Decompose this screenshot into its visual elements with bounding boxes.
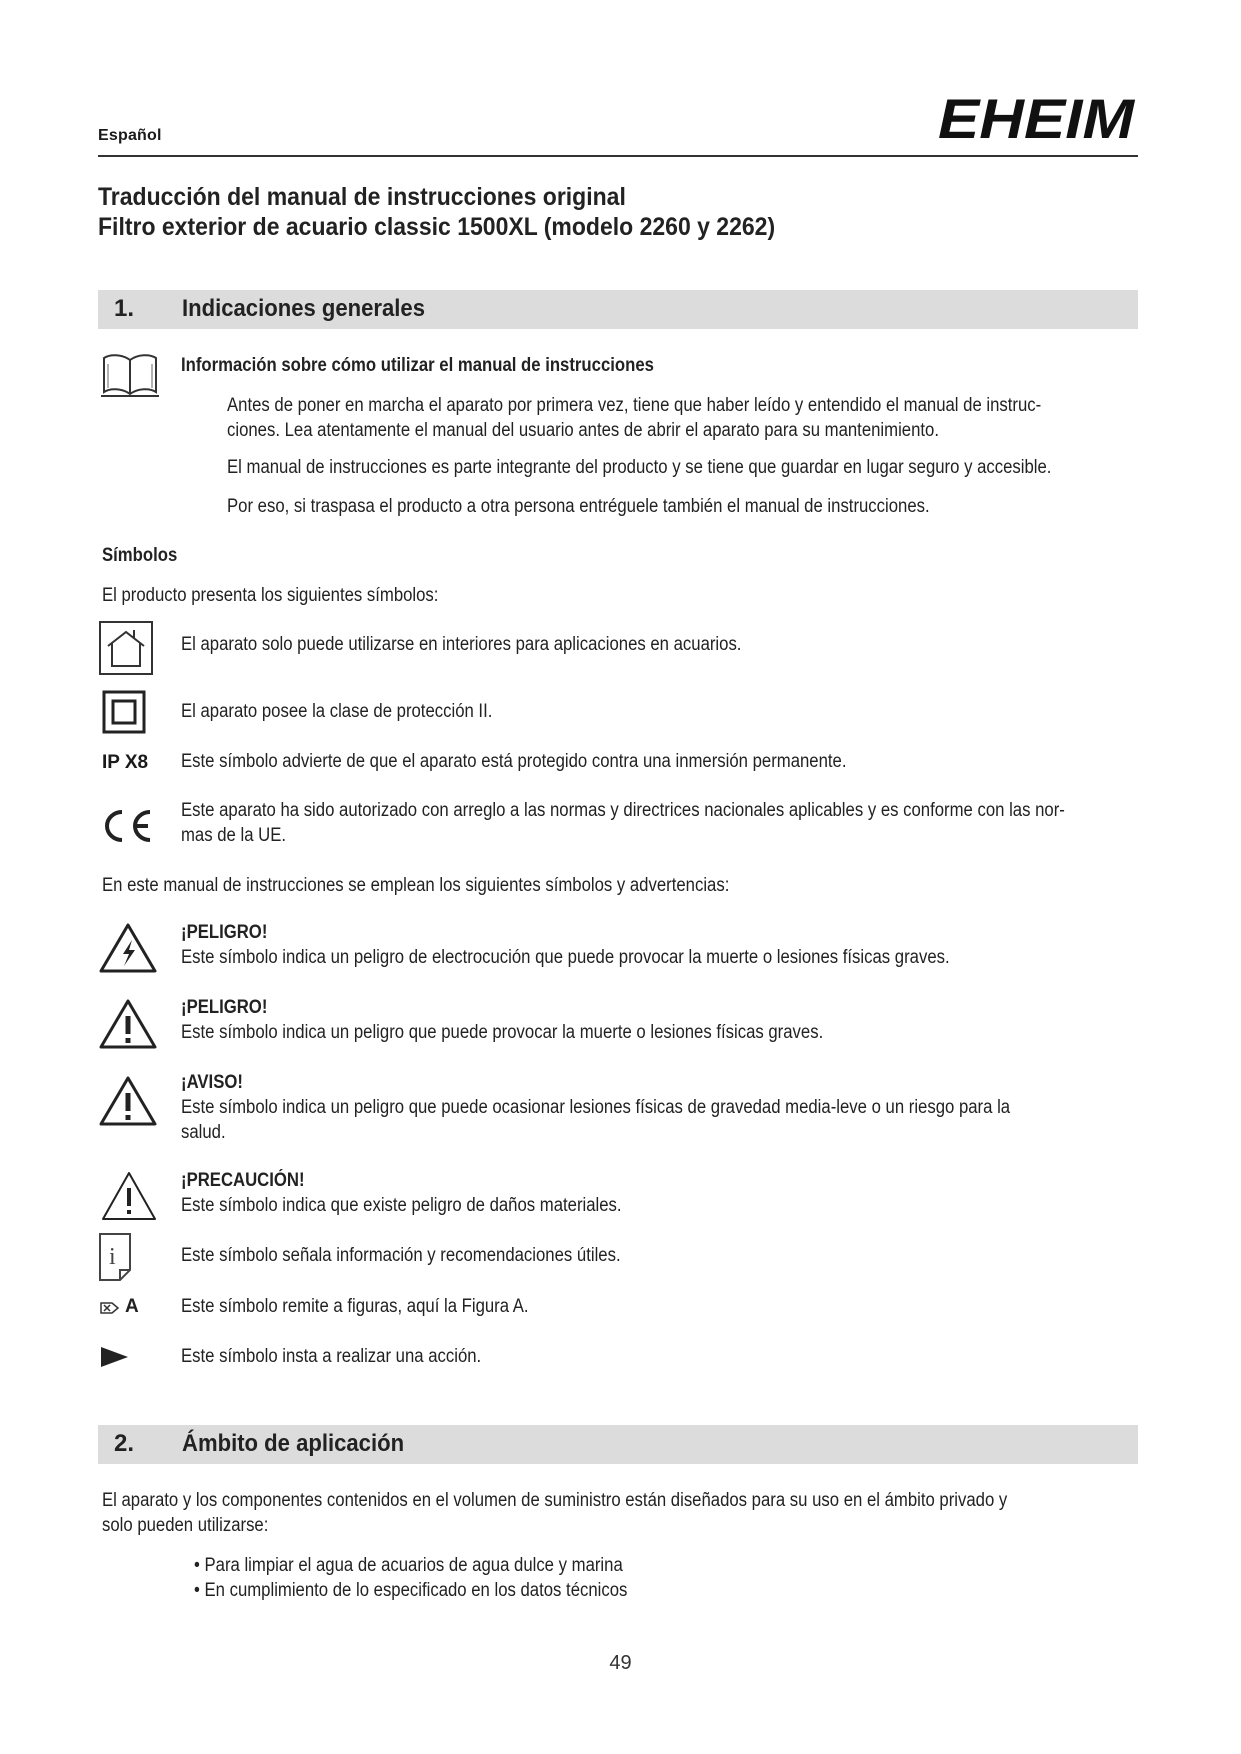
section-2-number: 2. [114, 1430, 135, 1457]
protection-class-ii-icon [102, 690, 146, 734]
section-1-number: 1. [114, 295, 135, 322]
title-line-1: Traducción del manual de instrucciones original [98, 183, 626, 211]
electric-hazard-text: Este símbolo indica un peligro de electrocución que puede provocar la muerte o lesiones físicas graves. [181, 947, 950, 968]
indoor-symbol-text: El aparato solo puede utilizarse en interiores para aplicaciones en acuarios. [181, 634, 742, 655]
ip-x8-label: IP X8 [102, 752, 149, 773]
info-paragraph-1-line-1: Antes de poner en marcha el aparato por primera vez, tiene que haber leído y entendido el manual de instruc- [227, 395, 1042, 416]
danger-icon [98, 998, 158, 1050]
figure-reference-icon [100, 1300, 120, 1316]
info-heading: Información sobre cómo utilizar el manual de instrucciones [181, 355, 654, 376]
electric-hazard-title: ¡PELIGRO! [181, 922, 268, 943]
section-2-intro [102, 1488, 1007, 1538]
info-paragraph-2: El manual de instrucciones es parte integrante del producto y se tiene que guardar en lugar seguro y accesible. [227, 457, 1052, 478]
manual-symbols-intro: En este manual de instrucciones se emplean los siguientes símbolos y advertencias: [102, 875, 730, 896]
electric-hazard-icon [98, 922, 158, 974]
symbols-intro: El producto presenta los siguientes símbolos: [102, 585, 439, 606]
info-paragraph-1-line-2: ciones. Lea atentamente el manual del usuario antes de abrir el aparato para su mantenimiento. [227, 420, 939, 441]
danger-text: Este símbolo indica un peligro que puede provocar la muerte o lesiones físicas graves. [181, 1022, 824, 1043]
header-divider [98, 155, 1138, 157]
warning-title: ¡AVISO! [181, 1072, 243, 1093]
brand-name: EHEIM [938, 90, 1136, 144]
title-line-2: Filtro exterior de acuario classic 1500XL (modelo 2260 y 2262) [98, 213, 776, 241]
symbols-heading: Símbolos [102, 545, 178, 566]
book-icon [100, 350, 160, 400]
figure-reference-label: A [125, 1296, 139, 1317]
section-2-intro-line-2: solo pueden utilizarse: [102, 1515, 269, 1536]
action-arrow-text: Este símbolo insta a realizar una acción. [181, 1346, 482, 1367]
warning-text-line-2: salud. [181, 1122, 226, 1143]
ce-mark-icon [100, 808, 154, 844]
eheim-logo [938, 90, 1138, 144]
section-2-header [98, 1425, 1138, 1464]
caution-text: Este símbolo indica que existe peligro de daños materiales. [181, 1195, 622, 1216]
section-1-title: Indicaciones generales [182, 295, 425, 322]
caution-icon [100, 1170, 158, 1222]
section-2-bullets [194, 1553, 627, 1603]
danger-title: ¡PELIGRO! [181, 997, 268, 1018]
section-2-intro-line-1: El aparato y los componentes contenidos en el volumen de suministro están diseñados para su uso en el ámbito privado y [102, 1490, 1008, 1511]
info-paragraph-1 [227, 393, 1041, 443]
ip-x8-text: Este símbolo advierte de que el aparato está protegido contra una inmersión permanente. [181, 751, 847, 772]
warning-icon [98, 1075, 158, 1127]
list-item: • Para limpiar el agua de acuarios de agua dulce y marina [194, 1555, 623, 1576]
action-arrow-icon [100, 1345, 130, 1369]
warning-text [181, 1095, 1010, 1145]
ce-mark-text [181, 798, 1065, 848]
list-item: • En cumplimiento de lo especificado en los datos técnicos [194, 1580, 628, 1601]
ce-mark-text-line-2: mas de la UE. [181, 825, 287, 846]
protection-class-text: El aparato posee la clase de protección II. [181, 701, 493, 722]
info-note-text: Este símbolo señala información y recomendaciones útiles. [181, 1245, 621, 1266]
section-1-header [98, 290, 1138, 329]
svg-text:i: i [109, 1244, 116, 1270]
info-paragraph-3: Por eso, si traspasa el producto a otra persona entréguele también el manual de instrucciones. [227, 496, 930, 517]
indoor-house-icon [98, 620, 154, 676]
section-2-title: Ámbito de aplicación [182, 1430, 405, 1457]
warning-text-line-1: Este símbolo indica un peligro que puede ocasionar lesiones físicas de gravedad media-leve o un riesgo para la [181, 1097, 1011, 1118]
page-number: 49 [609, 1652, 632, 1674]
info-note-icon [98, 1232, 132, 1282]
page-title [98, 182, 775, 242]
ce-mark-text-line-1: Este aparato ha sido autorizado con arreglo a las normas y directrices nacionales aplicables y es conforme con las nor- [181, 800, 1065, 821]
figure-reference-text: Este símbolo remite a figuras, aquí la Figura A. [181, 1296, 529, 1317]
language-label: Español [98, 127, 162, 144]
caution-title: ¡PRECAUCIÓN! [181, 1170, 305, 1191]
